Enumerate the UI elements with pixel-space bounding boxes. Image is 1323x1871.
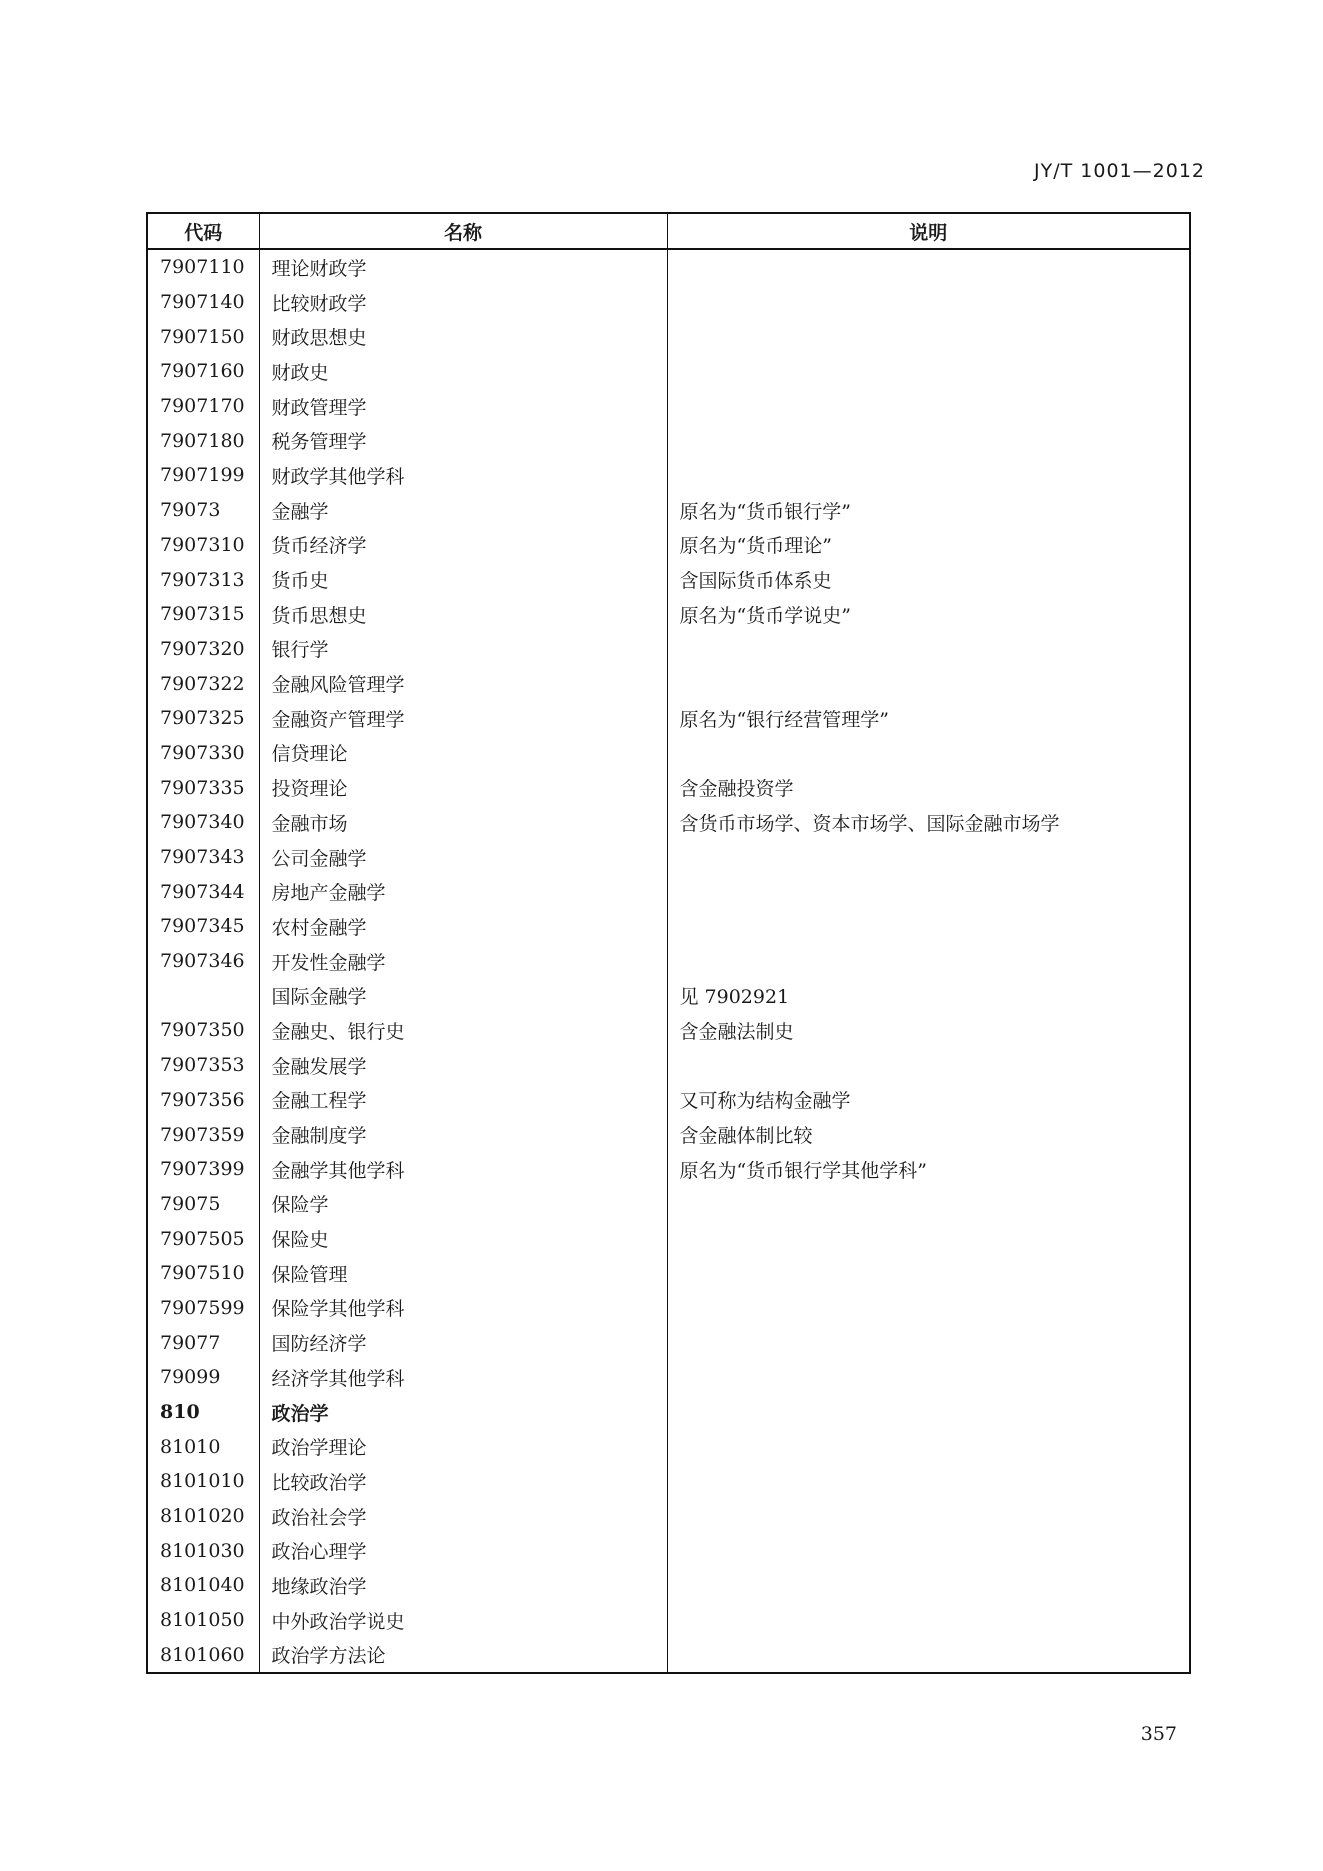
cell-name: 信贷理论 [259, 736, 667, 771]
cell-code: 7907325 [147, 701, 259, 736]
table-row [147, 493, 1190, 528]
table-row [147, 1568, 1190, 1603]
cell-name: 公司金融学 [259, 840, 667, 875]
cell-name: 金融学 [259, 493, 667, 528]
cell-code: 7907345 [147, 909, 259, 944]
table-row [147, 840, 1190, 875]
table-row [147, 1221, 1190, 1256]
cell-note [667, 1221, 1190, 1256]
cell-code: 7907599 [147, 1291, 259, 1326]
cell-note: 含金融体制比较 [667, 1117, 1190, 1152]
cell-code: 79099 [147, 1360, 259, 1395]
cell-code: 81010 [147, 1429, 259, 1464]
table-row [147, 978, 1190, 1013]
cell-note: 原名为“货币银行学” [667, 493, 1190, 528]
table-row [147, 1083, 1190, 1118]
cell-note: 原名为“银行经营管理学” [667, 701, 1190, 736]
cell-name: 比较政治学 [259, 1464, 667, 1499]
table-row [147, 1533, 1190, 1568]
cell-note [667, 1291, 1190, 1326]
table-row [147, 944, 1190, 979]
cell-code: 7907399 [147, 1152, 259, 1187]
cell-name: 金融资产管理学 [259, 701, 667, 736]
cell-name: 经济学其他学科 [259, 1360, 667, 1395]
cell-name: 税务管理学 [259, 423, 667, 458]
cell-note [667, 1187, 1190, 1222]
cell-name: 财政管理学 [259, 389, 667, 424]
cell-code: 8101020 [147, 1499, 259, 1534]
cell-name: 金融史、银行史 [259, 1013, 667, 1048]
cell-note [667, 354, 1190, 389]
cell-code: 7907320 [147, 632, 259, 667]
cell-code: 7907335 [147, 770, 259, 805]
cell-code: 7907350 [147, 1013, 259, 1048]
table-row [147, 874, 1190, 909]
cell-note [667, 1429, 1190, 1464]
cell-code: 7907356 [147, 1083, 259, 1118]
cell-name: 政治社会学 [259, 1499, 667, 1534]
cell-name: 保险管理 [259, 1256, 667, 1291]
cell-name: 政治学方法论 [259, 1638, 667, 1674]
cell-name: 财政史 [259, 354, 667, 389]
cell-code [147, 978, 259, 1013]
cell-note [667, 1603, 1190, 1638]
discipline-code-table [146, 212, 1191, 1674]
cell-note [667, 1360, 1190, 1395]
table-row [147, 1256, 1190, 1291]
table-row [147, 909, 1190, 944]
table-row [147, 1048, 1190, 1083]
cell-code: 7907150 [147, 319, 259, 354]
cell-name: 财政思想史 [259, 319, 667, 354]
table-row [147, 1638, 1190, 1674]
cell-name: 国防经济学 [259, 1325, 667, 1360]
cell-code: 7907310 [147, 528, 259, 563]
table-row [147, 736, 1190, 771]
cell-note [667, 632, 1190, 667]
cell-note [667, 1256, 1190, 1291]
cell-code: 7907180 [147, 423, 259, 458]
cell-note [667, 1395, 1190, 1430]
cell-code: 8101040 [147, 1568, 259, 1603]
cell-note [667, 1568, 1190, 1603]
cell-code: 7907359 [147, 1117, 259, 1152]
table-row [147, 1429, 1190, 1464]
cell-code: 8101030 [147, 1533, 259, 1568]
cell-note [667, 1499, 1190, 1534]
cell-name: 房地产金融学 [259, 874, 667, 909]
cell-name: 政治学理论 [259, 1429, 667, 1464]
cell-note [667, 909, 1190, 944]
table-row [147, 458, 1190, 493]
table-row [147, 249, 1190, 285]
cell-name: 比较财政学 [259, 285, 667, 320]
cell-code: 7907505 [147, 1221, 259, 1256]
cell-code: 7907343 [147, 840, 259, 875]
cell-code: 7907160 [147, 354, 259, 389]
cell-name: 货币经济学 [259, 528, 667, 563]
cell-note [667, 666, 1190, 701]
cell-note [667, 285, 1190, 320]
cell-name: 政治心理学 [259, 1533, 667, 1568]
table-row [147, 1499, 1190, 1534]
cell-note: 原名为“货币学说史” [667, 597, 1190, 632]
cell-code: 7907110 [147, 249, 259, 285]
table-row [147, 423, 1190, 458]
column-header-name: 名称 [259, 213, 667, 249]
cell-name: 地缘政治学 [259, 1568, 667, 1603]
cell-note [667, 389, 1190, 424]
cell-note [667, 249, 1190, 285]
cell-note: 原名为“货币理论” [667, 528, 1190, 563]
cell-code: 8101060 [147, 1638, 259, 1674]
column-header-note: 说明 [667, 213, 1190, 249]
page-number: 357 [1140, 1723, 1177, 1745]
cell-code: 7907340 [147, 805, 259, 840]
table-row [147, 597, 1190, 632]
table-row [147, 1187, 1190, 1222]
table-row [147, 1325, 1190, 1360]
table-row [147, 666, 1190, 701]
cell-name: 保险学 [259, 1187, 667, 1222]
table-row [147, 632, 1190, 667]
cell-code: 79077 [147, 1325, 259, 1360]
cell-name: 金融市场 [259, 805, 667, 840]
cell-code: 7907346 [147, 944, 259, 979]
cell-name: 金融学其他学科 [259, 1152, 667, 1187]
cell-name: 金融制度学 [259, 1117, 667, 1152]
cell-code: 810 [147, 1395, 259, 1430]
cell-name: 金融工程学 [259, 1083, 667, 1118]
table-row [147, 1117, 1190, 1152]
cell-note: 含国际货币体系史 [667, 562, 1190, 597]
table-row [147, 1395, 1190, 1430]
cell-note: 原名为“货币银行学其他学科” [667, 1152, 1190, 1187]
cell-name: 保险史 [259, 1221, 667, 1256]
cell-note [667, 736, 1190, 771]
column-header-code: 代码 [147, 213, 259, 249]
cell-name: 开发性金融学 [259, 944, 667, 979]
cell-code: 7907140 [147, 285, 259, 320]
table-row [147, 528, 1190, 563]
cell-note [667, 458, 1190, 493]
cell-code: 8101010 [147, 1464, 259, 1499]
table-row [147, 285, 1190, 320]
cell-name: 财政学其他学科 [259, 458, 667, 493]
cell-code: 7907344 [147, 874, 259, 909]
cell-name: 货币史 [259, 562, 667, 597]
cell-name: 保险学其他学科 [259, 1291, 667, 1326]
cell-code: 7907510 [147, 1256, 259, 1291]
cell-name: 理论财政学 [259, 249, 667, 285]
table-row [147, 1360, 1190, 1395]
table-row [147, 354, 1190, 389]
cell-note [667, 319, 1190, 354]
table-row [147, 1291, 1190, 1326]
cell-note [667, 423, 1190, 458]
table-row [147, 319, 1190, 354]
cell-code: 7907199 [147, 458, 259, 493]
cell-code: 79075 [147, 1187, 259, 1222]
cell-code: 7907313 [147, 562, 259, 597]
cell-note: 又可称为结构金融学 [667, 1083, 1190, 1118]
cell-code: 7907330 [147, 736, 259, 771]
cell-name: 农村金融学 [259, 909, 667, 944]
cell-name: 金融发展学 [259, 1048, 667, 1083]
cell-note [667, 1464, 1190, 1499]
cell-note [667, 944, 1190, 979]
cell-name: 政治学 [259, 1395, 667, 1430]
table-row [147, 389, 1190, 424]
cell-code: 7907322 [147, 666, 259, 701]
cell-code: 7907170 [147, 389, 259, 424]
cell-code: 79073 [147, 493, 259, 528]
table-header-row [147, 213, 1190, 249]
table-row [147, 562, 1190, 597]
cell-note [667, 874, 1190, 909]
cell-name: 货币思想史 [259, 597, 667, 632]
table-row [147, 770, 1190, 805]
cell-note: 见 7902921 [667, 978, 1190, 1013]
standard-code: JY/T 1001—2012 [1034, 160, 1205, 182]
cell-name: 中外政治学说史 [259, 1603, 667, 1638]
cell-note: 含金融法制史 [667, 1013, 1190, 1048]
cell-name: 金融风险管理学 [259, 666, 667, 701]
cell-name: 投资理论 [259, 770, 667, 805]
cell-code: 7907353 [147, 1048, 259, 1083]
table-row [147, 805, 1190, 840]
cell-note [667, 1325, 1190, 1360]
cell-note [667, 840, 1190, 875]
cell-code: 7907315 [147, 597, 259, 632]
cell-name: 银行学 [259, 632, 667, 667]
cell-note [667, 1048, 1190, 1083]
cell-note: 含金融投资学 [667, 770, 1190, 805]
cell-note [667, 1638, 1190, 1674]
cell-note [667, 1533, 1190, 1568]
table-row [147, 1013, 1190, 1048]
table-row [147, 1603, 1190, 1638]
cell-code: 8101050 [147, 1603, 259, 1638]
table-row [147, 1152, 1190, 1187]
cell-note: 含货币市场学、资本市场学、国际金融市场学 [667, 805, 1190, 840]
table-row [147, 1464, 1190, 1499]
table-row [147, 701, 1190, 736]
cell-name: 国际金融学 [259, 978, 667, 1013]
